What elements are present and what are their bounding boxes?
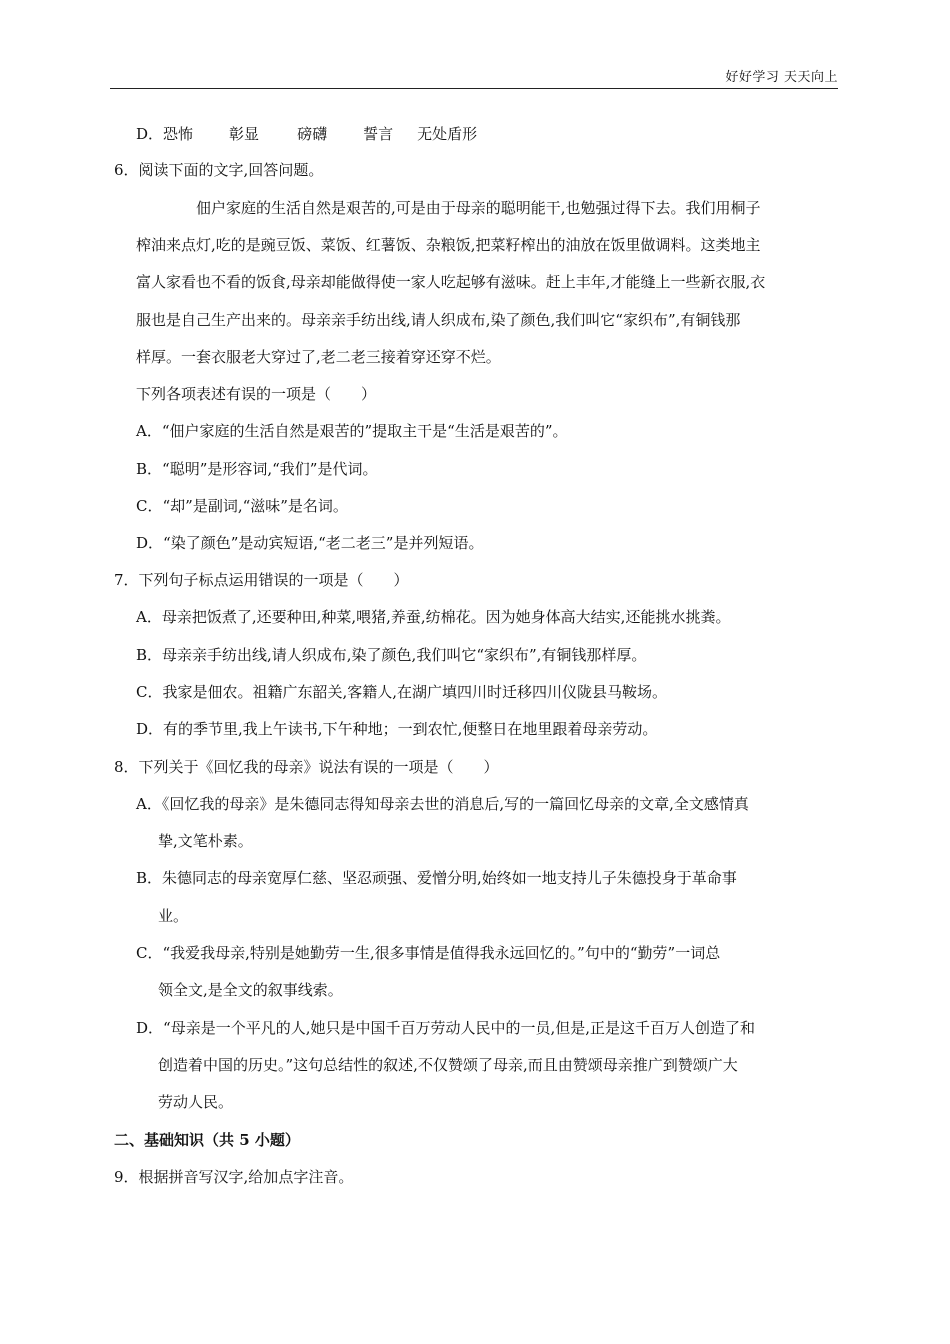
q7-option-c: C．我家是佃农。祖籍广东韶关,客籍人,在湖广填四川时迁移四川仪陇县马鞍场。: [136, 683, 668, 701]
q6-passage-line-2: 榨油来点灯,吃的是豌豆饭、菜饭、红薯饭、杂粮饭,把菜籽榨出的油放在饭里做调料。这类地主: [136, 236, 761, 254]
q8-option-b-line-2: 业。: [158, 907, 189, 925]
q5-option-d-letter: D．: [136, 125, 164, 143]
q6-stem: 6．阅读下面的文字,回答问题。: [114, 161, 324, 179]
q5-word-5: 无处盾形: [417, 125, 478, 143]
q7-stem: 7．下列句子标点运用错误的一项是（ ）: [114, 571, 409, 589]
q6-passage-line-5: 样厚。一套衣服老大穿过了,老二老三接着穿还穿不烂。: [136, 348, 501, 366]
q5-word-3: 磅礴: [297, 125, 328, 143]
q7-option-b: B．母亲亲手纺出线,请人织成布,染了颜色,我们叫它“家织布”,有铜钱那样厚。: [136, 646, 647, 664]
q8-option-d-line-3: 劳动人民。: [158, 1093, 234, 1111]
q8-option-a-line-1: A．《回忆我的母亲》是朱德同志得知母亲去世的消息后,写的一篇回忆母亲的文章,全文感情真: [136, 795, 749, 813]
q6-option-c: C．“却”是副词,“滋味”是名词。: [136, 497, 348, 515]
q8-option-c-line-1: C．“我爱我母亲,特别是她勤劳一生,很多事情是值得我永远回忆的。”句中的“勤劳”一词总: [136, 944, 721, 962]
q5-word-1: 恐怖: [163, 125, 194, 143]
q8-option-a-line-2: 挚,文笔朴素。: [158, 832, 253, 850]
q8-option-d-line-1: D．“母亲是一个平凡的人,她只是中国千百万劳动人民中的一员,但是,正是这千百万人创造了和: [136, 1019, 756, 1037]
header-motto: 好好学习 天天向上: [725, 70, 838, 85]
q6-passage-line-4: 服也是自己生产出来的。母亲亲手纺出线,请人织成布,染了颜色,我们叫它“家织布”,有铜钱那: [136, 311, 741, 329]
q7-option-d: D．有的季节里,我上午读书,下午种地；一到农忙,便整日在地里跟着母亲劳动。: [136, 720, 658, 738]
q6-passage-line-3: 富人家看也不看的饭食,母亲却能做得使一家人吃起够有滋味。赶上丰年,才能缝上一些新衣服,衣: [136, 273, 766, 291]
q6-option-a: A．“佃户家庭的生活自然是艰苦的”提取主干是“生活是艰苦的”。: [136, 422, 568, 440]
q6-passage-line-1: 佃户家庭的生活自然是艰苦的,可是由于母亲的聪明能干,也勉强过得下去。我们用桐子: [196, 199, 761, 217]
q5-word-2: 彰显: [229, 125, 260, 143]
page-header: [110, 62, 838, 89]
q5-option-d: [136, 124, 477, 144]
q7-option-a: A．母亲把饭煮了,还要种田,种菜,喂猪,养蚕,纺棉花。因为她身体高大结实,还能挑水挑粪。: [136, 608, 731, 626]
q6-question: 下列各项表述有误的一项是（ ）: [136, 385, 377, 403]
q8-option-c-line-2: 领全文,是全文的叙事线索。: [158, 981, 343, 999]
q5-word-4: 誓言: [363, 125, 394, 143]
q9-stem: 9．根据拼音写汉字,给加点字注音。: [114, 1168, 354, 1186]
q8-stem: 8．下列关于《回忆我的母亲》说法有误的一项是（ ）: [114, 758, 499, 776]
q6-option-d: D．“染了颜色”是动宾短语,“老二老三”是并列短语。: [136, 534, 484, 552]
q8-option-d-line-2: 创造着中国的历史。”这句总结性的叙述,不仅赞颂了母亲,而且由赞颂母亲推广到赞颂广大: [158, 1056, 738, 1074]
section-2-title: 二、基础知识（共 5 小题）: [114, 1131, 300, 1149]
q8-option-b-line-1: B．朱德同志的母亲宽厚仁慈、坚忍顽强、爱憎分明,始终如一地支持儿子朱德投身于革命事: [136, 869, 737, 887]
q6-option-b: B．“聪明”是形容词,“我们”是代词。: [136, 460, 378, 478]
